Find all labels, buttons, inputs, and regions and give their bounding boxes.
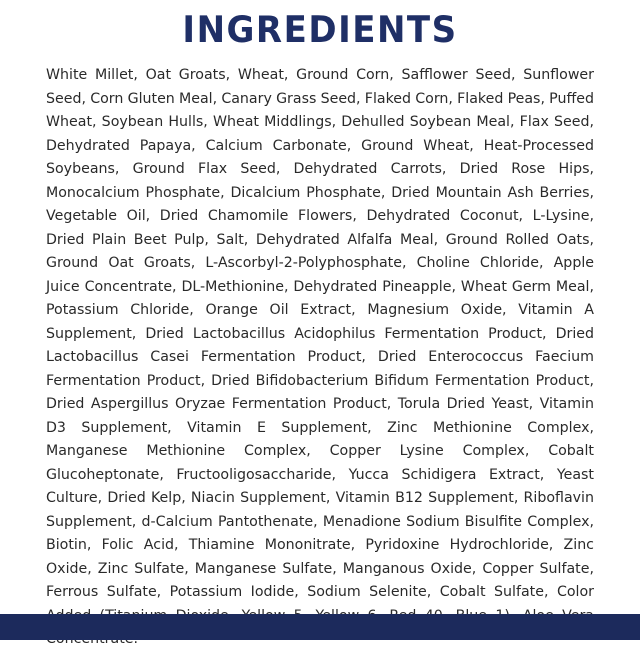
footer-band <box>0 614 640 640</box>
ingredients-list: White Millet, Oat Groats, Wheat, Ground Corn, Safflower Seed, Sunflower Seed, Corn Gluten Meal, Canary Grass Seed, Flaked Corn, Flaked Peas, Puffed Wheat, Soybean Hulls, Wheat Middlings, Dehulled Soybean Meal, Flax Seed, Dehydrated Papaya, Calcium Carbonate, Ground Wheat, Heat-Processed Soybeans, Ground Flax Seed, Dehydrated Carrots, Dried Rose Hips, Monocalcium Phosphate, Dicalcium Phosphate, Dried Mountain Ash Berries, Vegetable Oil, Dried Chamomile Flowers, Dehydrated Coconut, L-Lysine, Dried Plain Beet Pulp, Salt, Dehydrated Alfalfa Meal, Ground Rolled Oats, Ground Oat Groats, L-Ascorbyl-2-Polyphosphate, Choline Chloride, Apple Juice Concentrate, DL-Methionine, Dehydrated Pineapple, Wheat Germ Meal, Potassium Chloride, Orange Oil Extract, Magnesium Oxide, Vitamin A Supplement, Dried Lactobacillus Acidophilus Fermentation Product, Dried Lactobacillus Casei Fermentation Product, Dried Enterococcus Faecium Fermentation Product, Dried Bifidobacterium Bifidum Fermentation Product, Dried Aspergillus Oryzae Fermentation Product, Torula Dried Yeast, Vitamin D3 Supplement, Vitamin E Supplement, Zinc Methionine Complex, Manganese Methionine Complex, Copper Lysine Complex, Cobalt Glucoheptonate, Fructooligosaccharide, Yucca Schidigera Extract, Yeast Culture, Dried Kelp, Niacin Supplement, Vitamin B12 Supplement, Riboflavin Supplement, d-Calcium Pantothenate, Menadione Sodium Bisulfite Complex, Biotin, Folic Acid, Thiamine Mononitrate, Pyridoxine Hydrochloride, Zinc Oxide, Zinc Sulfate, Manganese Sulfate, Manganous Oxide, Copper Sulfate, Ferrous Sulfate, Potassium Iodide, Sodium Selenite, Cobalt Sulfate, Color <box>46 67 594 600</box>
page-title: INGREDIENTS <box>182 8 458 52</box>
